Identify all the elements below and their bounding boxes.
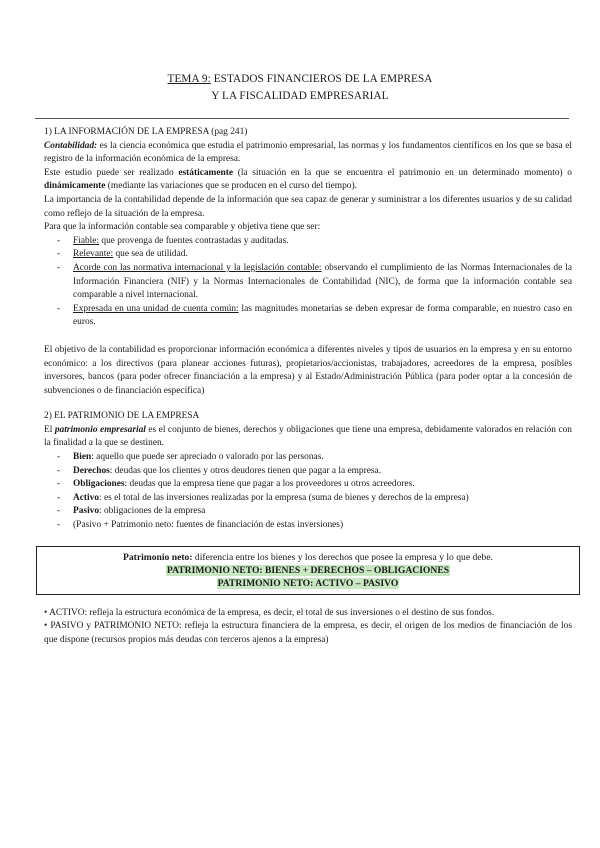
document-title-line-1 (0, 73, 600, 87)
list-item-term: Bien (73, 452, 92, 463)
patrimonio-neto-term: Patrimonio neto: (122, 551, 193, 563)
list-item (73, 248, 572, 262)
title-text: ESTADOS FINANCIEROS DE LA EMPRESA (210, 73, 433, 85)
requisitos-intro: Para que la información contable sea comparable y objetiva tiene que ser: (44, 222, 321, 233)
section-2-heading: 2) EL PATRIMONIO DE LA EMPRESA (44, 411, 200, 422)
estudio-text-a: Este estudio puede ser realizado (44, 167, 179, 178)
estaticamente-term: estáticamente (178, 167, 234, 178)
list-item-text: : obligaciones de la empresa (99, 506, 206, 517)
list-item (73, 262, 572, 303)
patrimonio-list (44, 451, 572, 533)
list-item-text: : aquello que puede ser apreciado o valorado por las personas. (91, 452, 324, 463)
list-item (73, 478, 572, 492)
list-item-text: : es el total de las inversiones realizadas por la empresa (suma de bienes y derechos de la empresa) (99, 492, 469, 503)
list-item (73, 505, 572, 519)
list-item-term: Derechos (73, 465, 110, 476)
tema-label: TEMA 9: (167, 73, 211, 85)
patrimonio-term: patrimonio empresarial (54, 424, 146, 435)
formula-2: PATRIMONIO NETO: ACTIVO – PASIVO (217, 577, 399, 589)
estudio-text-b: (la situación en la que se encuentra el patrimonio en un determinado momento) o (233, 167, 572, 178)
list-item-text: que sea de utilidad. (113, 249, 188, 260)
patrimonio-neto-box (36, 546, 580, 595)
list-item-text: que provenga de fuentes contrastadas y auditadas. (99, 235, 289, 246)
objetivo-paragraph: El objetivo de la contabilidad es proporcionar información económica a diferentes niveles y tipos de usuarios en la empresa y en su entorno económico: a los directivos (para planear acciones futuras), propietarios/accionistas, trabajadores, acreedores de la empresa, posibles inversores, bancos (para poder ofrecer financiación a la empresa) y al Estado/Administración Pública (para poder optar a la concesión de subvenciones o de financiación específica) (44, 344, 572, 396)
list-item (73, 303, 572, 330)
list-item (73, 465, 572, 479)
formula-1: PATRIMONIO NETO: BIENES + DERECHOS – OBLIGACIONES (166, 564, 450, 576)
patrimonio-neto-definition (43, 551, 573, 564)
list-item-text: (Pasivo + Patrimonio neto: fuentes de financiación de estas inversiones) (73, 520, 344, 531)
list-item (73, 235, 572, 249)
list-item (73, 492, 572, 506)
estudio-text-c: (mediante las variaciones que se producen en el curso del tiempo). (105, 181, 357, 192)
list-item-term: Obligaciones (73, 479, 125, 490)
contabilidad-definition (44, 140, 572, 167)
list-item (73, 519, 572, 533)
section-1-heading: 1) LA INFORMACIÓN DE LA EMPRESA (pag 241) (44, 127, 248, 137)
title-divider (35, 118, 569, 119)
list-item-term: Acorde con las normativa internacional y la legislación contable: (73, 262, 322, 273)
document-title-line-2: Y LA FISCALIDAD EMPRESARIAL (211, 90, 389, 102)
contabilidad-text: es la ciencia económica que estudia el patrimonio empresarial, las normas y los fundamentos científicos en los que se basa el registro de la información económica de la empresa. (44, 140, 572, 165)
list-item-text: : deudas que los clientes y otros deudores tienen que pagar a la empresa. (109, 465, 382, 476)
list-item-text: las magnitudes monetarias se deben expresar de forma comparable, en nuestro caso en euros. (73, 303, 573, 328)
patrimonio-text-b: es el conjunto de bienes, derechos y obligaciones que tiene una empresa, debidamente valorados en relación con la finalidad a la que se destinen. (44, 424, 572, 449)
list-item-term: Relevante: (73, 249, 114, 260)
patrimonio-text-a: El (44, 424, 55, 435)
document-body (44, 126, 572, 647)
requisitos-list (44, 235, 572, 330)
patrimonio-neto-text: diferencia entre los bienes y los derechos que posee la empresa y lo que debe. (192, 551, 494, 563)
activo-bullet: • ACTIVO: refleja la estructura económica de la empresa, es decir, el total de sus inversiones o el destino de sus fondos. (44, 607, 495, 618)
estudio-paragraph (44, 167, 572, 194)
list-item-term: Fiable: (73, 235, 100, 246)
contabilidad-term: Contabilidad: (44, 140, 98, 151)
dinamicamente-term: dinámicamente (44, 181, 106, 192)
list-item-text: : deudas que la empresa tiene que pagar a los proveedores u otros acreedores. (124, 479, 415, 490)
list-item-term: Pasivo (73, 506, 100, 517)
list-item-text: observando el cumplimiento de las Normas Internacionales de la Información Financiera (NIF) y la Normas Internacionales de Contabilidad (NIC), de forma que la información contable sea comparable a nivel internacional. (73, 262, 572, 301)
list-item-term: Activo (73, 492, 100, 503)
patrimonio-definition (44, 424, 572, 451)
list-item (73, 451, 572, 465)
list-item-term: Expresada en una unidad de cuenta común: (73, 303, 239, 314)
importancia-paragraph: La importancia de la contabilidad depende de la información que sea capaz de generar y suministrar a los diferentes usuarios y de su calidad como reflejo de la situación de la empresa. (44, 194, 572, 219)
pasivo-bullet: • PASIVO y PATRIMONIO NETO: refleja la estructura financiera de la empresa, es decir, el origen de los medios de financiación de los que dispone (recursos propios más deudas con terceros ajenos a la empresa) (44, 621, 572, 645)
